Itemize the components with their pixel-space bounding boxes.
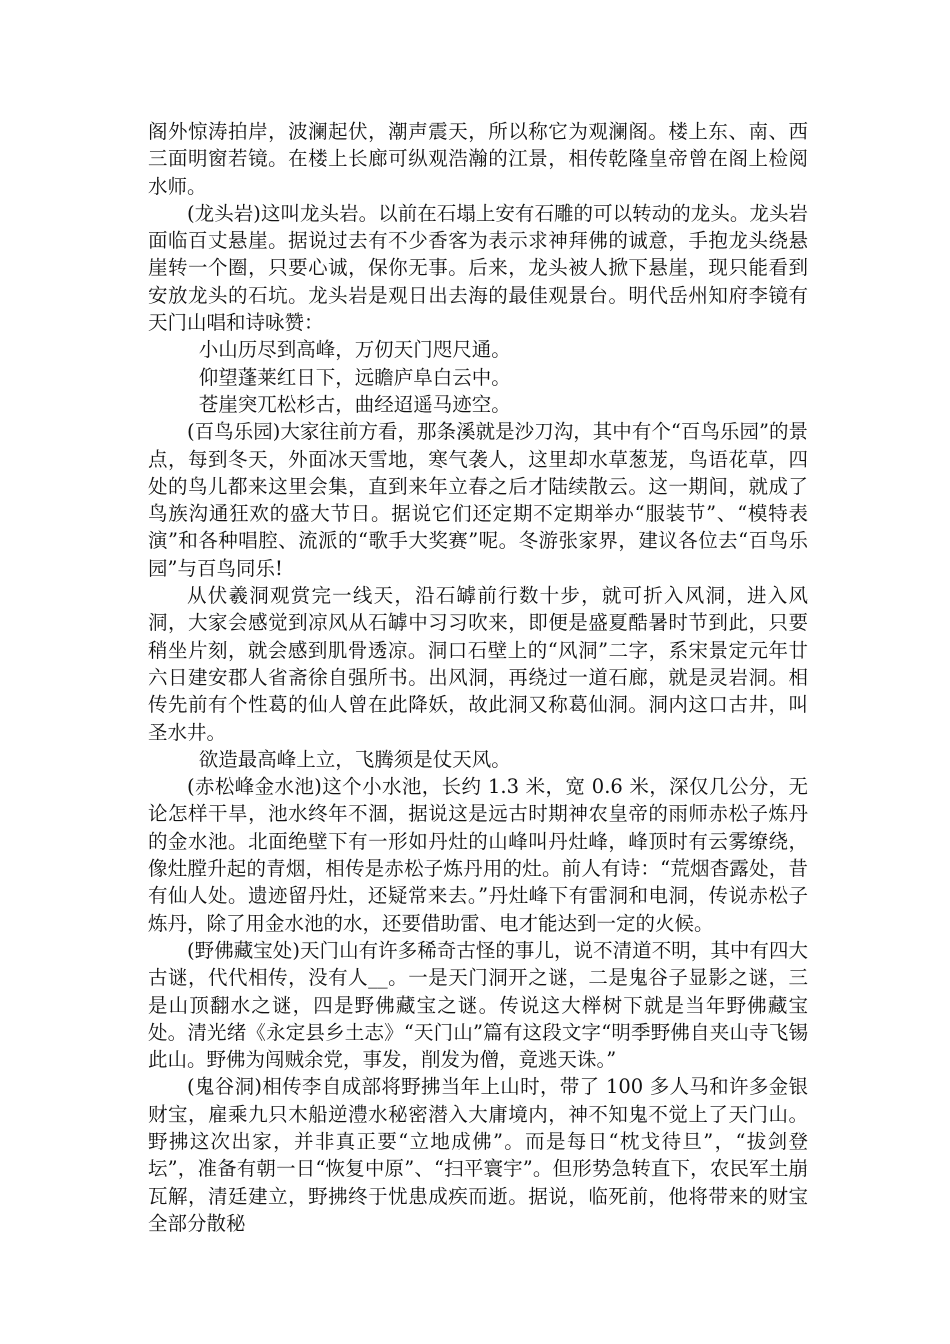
paragraph-treasure-site: (野佛藏宝处)天门山有许多稀奇古怪的事儿，说不清道不明，其中有四大古谜，代代相传，没有人__。一是天门洞开之谜，二是鬼谷子显影之谜，三是山顶翻水之谜，四是野佛藏宝之谜。传说这大榉树下就是当年野佛藏宝处。清光绪《永定县乡土志》“天门山”篇有这段文字“明季野佛自夹山寺飞锡此山。野佛为闯贼余党，事发，削发为僧，竟逃天诛。” xyxy=(148,938,808,1072)
paragraph-wind-cave: 从伏羲洞观赏完一线天，沿石罅前行数十步，就可折入风洞，进入风洞，大家会感觉到凉风从石罅中习习吹来，即便是盛夏酷暑时节到此，只要稍坐片刻，就会感到肌骨透凉。洞口石壁上的“风洞”二字，系宋景定元年廿六日建安郡人省斋徐自强所书。出风洞，再绕过一道石廊，就是灵岩洞。相传先前有个性葛的仙人曾在此降妖，故此洞又称葛仙洞。洞内这口古井，叫圣水井。 xyxy=(148,584,808,744)
article-body xyxy=(148,118,808,1237)
paragraph-bird-paradise: (百鸟乐园)大家往前方看，那条溪就是沙刀沟，其中有个“百鸟乐园”的景点，每到冬天，外面冰天雪地，寒气袭人，这里却水草葱茏，鸟语花草，四处的鸟儿都来这里会集，直到来年立春之后才陆续散云。这一期间，就成了鸟族沟通狂欢的盛大节日。据说它们还定期不定期举办“服装节”、“模特表演”和各种唱腔、流派的“歌手大奖赛”呢。冬游张家界，建议各位去“百鸟乐园”与百鸟同乐! xyxy=(148,420,808,580)
poem-line-2: 仰望蓬莱红日下，远瞻庐阜白云中。 xyxy=(198,365,511,389)
paragraph-longtou-rock: (龙头岩)这叫龙头岩。以前在石塌上安有石雕的可以转动的龙头。龙头岩面临百丈悬崖。据说过去有不少香客为表示求神拜佛的诚意，手抱龙头绕悬崖转一个圈，只要心诚，保你无事。后来，龙头被人掀下悬崖，现只能看到安放龙头的石坑。龙头岩是观日出去海的最佳观景台。明代岳州知府李镜有天门山唱和诗咏赞： xyxy=(148,201,808,335)
paragraph-guanlan-pavilion: 阁外惊涛拍岸，波澜起伏，潮声震天，所以称它为观澜阁。楼上东、南、西三面明窗若镜。在楼上长廊可纵观浩瀚的江景，相传乾隆皇帝曾在阁上检阅水师。 xyxy=(148,120,808,198)
poem-line-1: 小山历尽到高峰，万仞天门咫尺通。 xyxy=(198,338,511,362)
paragraph-guigu-cave: (鬼谷洞)相传李自成部将野拂当年上山时，带了 100 多人马和许多金银财宝，雇乘九只木船逆澧水秘密潜入大庸境内，神不知鬼不觉上了天门山。野拂这次出家，并非真正要“立地成佛”。而是每日“枕戈待旦”，“拔剑登坛”，准备有朝一日“恢复中原”、“扫平寰宇”。但形势急转直下，农民军土崩瓦解，清廷建立，野拂终于忧患成疾而逝。据说，临死前，他将带来的财宝全部分散秘 xyxy=(148,1075,808,1235)
paragraph-chisong-pool: (赤松峰金水池)这个小水池，长约 1.3 米，宽 0.6 米，深仅几公分，无论怎样干旱，池水终年不涸，据说这是远古时期神农皇帝的雨师赤松子炼丹的金水池。北面绝壁下有一形如丹灶的山峰叫丹灶峰，峰顶时有云雾缭绕，像灶膛升起的青烟，相传是赤松子炼丹用的灶。前人有诗：“荒烟杳露处，昔有仙人处。遗迹留丹灶，还疑常来去。”丹灶峰下有雷洞和电洞，传说赤松子炼丹，除了用金水池的水，还要借助雷、电才能达到一定的火候。 xyxy=(148,775,808,935)
poem-line-3: 苍崖突兀松杉古，曲经迢遥马迹空。 xyxy=(198,392,511,416)
poem-line-4: 欲造最高峰上立，飞腾须是仗天风。 xyxy=(198,747,511,771)
